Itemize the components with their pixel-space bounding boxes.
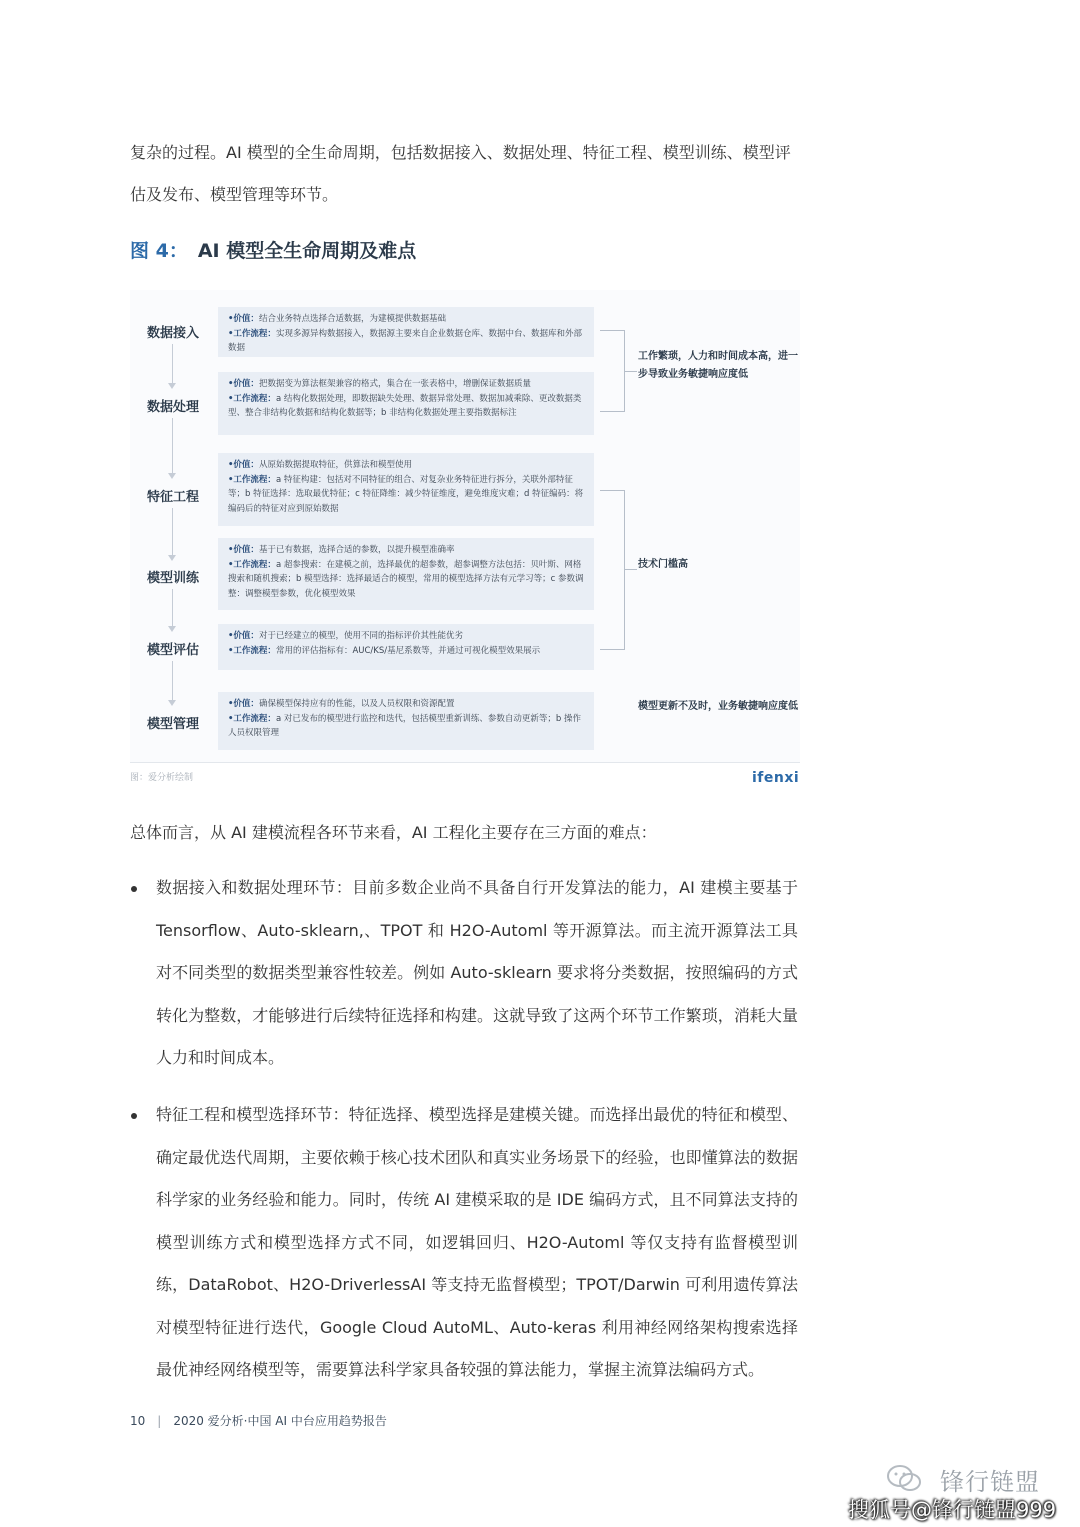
stage-card [218, 692, 594, 750]
flow-key: •工作流程： [228, 393, 276, 404]
flow-arrow-icon [168, 473, 176, 479]
stage-label: 模型评估 [146, 643, 199, 658]
stage-label: 特征工程 [146, 490, 199, 505]
bracket-tick [625, 371, 637, 372]
bullet-item: 特征工程和模型选择环节：特征选择、模型选择是建模关键。而选择出最优的特征和模型、确定最优迭代周期，主要依赖于核心技术团队和真实业务场景下的经验，也即懂算法的数据科学家的业务经验和能力。同时，传统 AI 建模采取的是 IDE 编码方式，且不同算法支持的模型训练方式和模型选择方式不同，如逻辑回归、H2O-Automl 等仅支持有监督模型训练，DataRobot、H2O-DriverlessAI 等支持无监督模型；TPOT/Darwin 可利用遗传算法对模型特征进行迭代，Google Cloud AutoML、Auto-keras 利用神经网络架构搜索选择最优神经网络模型等，需要算法科学家具备较强的算法能力，掌握主流算法编码方式。 [156, 1105, 798, 1379]
intro-paragraph: 复杂的过程。AI 模型的全生命周期，包括数据接入、数据处理、特征工程、模型训练、模型评估及发布、模型管理等环节。 [130, 143, 791, 204]
figure-number: 图 4： [130, 240, 188, 262]
figure-title [130, 236, 416, 263]
value-key: •价值： [228, 545, 259, 555]
stage-label: 数据接入 [146, 326, 199, 341]
bullet-item: 数据接入和数据处理环节：目前多数企业尚不具备自行开发算法的能力，AI 建模主要基于 Tensorflow、Auto-sklearn,、TPOT 和 H2O-Automl 等开源算法。而主流开源算法工具对不同类型的数据类型兼容性较差。例如 Auto-sklearn 要求将分类数据，按照编码的方式转化为整数，才能够进行后续特征选择和构建。这就导致了这两个环节工作繁琐，消耗大量人力和时间成本。 [156, 878, 798, 1067]
bracket-tick [625, 569, 637, 570]
figure-source: 图：爱分析绘制 [130, 773, 194, 783]
flow-key: •工作流程： [228, 559, 276, 570]
stage-flow: a 对已发布的模型进行监控和迭代，包括模型重新训练、参数自动更新等；b 操作人员权限管理 [228, 713, 581, 738]
wechat-icon [884, 1458, 924, 1498]
value-key: •价值： [228, 314, 259, 324]
flow-arrow-icon [168, 383, 176, 389]
stage-card [218, 453, 594, 526]
flow-key: •工作流程： [228, 328, 276, 339]
stage-card [218, 307, 594, 357]
watermark-name: 锋行链盟 [940, 1468, 1040, 1496]
flow-connector [172, 508, 173, 556]
bracket-group-1 [600, 330, 625, 412]
footer-separator: | [157, 1414, 162, 1428]
bullet-dot-icon [131, 1113, 137, 1119]
watermark-source: 搜狐号@锋行链盟999 [848, 1498, 1057, 1522]
lifecycle-figure [130, 290, 800, 762]
stage-value: 确保模型保持应有的性能，以及人员权限和资源配置 [258, 699, 455, 709]
value-key: •价值： [228, 379, 259, 389]
difficulty-note: 工作繁琐，人力和时间成本高，进一步导致业务敏捷响应度低 [638, 351, 798, 380]
value-key: •价值： [228, 631, 259, 641]
difficulty-note: 模型更新不及时，业务敏捷响应度低 [638, 701, 798, 712]
bracket-group-2 [600, 490, 625, 650]
stage-flow: a 特征构建：包括对不同特征的组合、对复杂业务特征进行拆分，关联外部特征等；b 特征选择：选取最优特征；c 特征降维：减少特征维度，避免维度灾难；d 特征编码：将编码后的特征对应到原始数据 [228, 474, 584, 514]
figure-title-text: AI 模型全生命周期及难点 [197, 240, 417, 262]
flow-arrow-icon [168, 626, 176, 632]
stage-card [218, 538, 594, 610]
stage-value: 把数据变为算法框架兼容的格式，集合在一张表格中，增删保证数据质量 [258, 379, 531, 389]
flow-connector [172, 661, 173, 701]
footer-title: 2020 爱分析·中国 AI 中台应用趋势报告 [173, 1414, 387, 1428]
flow-key: •工作流程： [228, 645, 276, 656]
stage-card [218, 624, 594, 670]
page-footer [130, 1412, 387, 1429]
stage-flow: a 结构化数据处理，即数据缺失处理、数据异常处理、数据加减乘除、更改数据类型、整合非结构化数据和结构化数据等；b 非结构化数据处理主要指数据标注 [228, 393, 582, 418]
stage-value: 结合业务特点选择合适数据，为建模提供数据基础 [258, 314, 446, 324]
stage-flow: 实现多源异构数据接入，数据源主要来自企业数据仓库、数据中台、数据库和外部数据 [228, 328, 582, 353]
value-key: •价值： [228, 699, 259, 709]
flow-connector [172, 418, 173, 474]
bullet-dot-icon [131, 886, 137, 892]
flow-arrow-icon [168, 700, 176, 706]
stage-flow: a 超参搜索：在建模之前，选择最优的超参数，超参调整方法包括：贝叶斯、网格搜索和随机搜索；b 模型选择：选择最适合的模型，常用的模型选择方法有元学习等；c 参数调整：调整模型参数，优化模型效果 [228, 559, 584, 599]
stage-label: 模型管理 [146, 717, 199, 732]
flow-arrow-icon [168, 555, 176, 561]
difficulty-note: 技术门槛高 [638, 559, 688, 570]
page-number: 10 [130, 1414, 146, 1428]
stage-value: 基于已有数据，选择合适的参数，以提升模型准确率 [258, 545, 455, 555]
flow-connector [172, 344, 173, 384]
flow-key: •工作流程： [228, 713, 276, 724]
stage-label: 模型训练 [146, 571, 199, 586]
figure-brand-logo: ifenxi [752, 770, 800, 786]
stage-label: 数据处理 [146, 400, 199, 415]
stage-value: 对于已经建立的模型，使用不同的指标评价其性能优劣 [258, 631, 463, 641]
flow-connector [172, 589, 173, 627]
flow-key: •工作流程： [228, 474, 276, 485]
figure-divider [130, 762, 800, 763]
summary-paragraph: 总体而言，从 AI 建模流程各环节来看，AI 工程化主要存在三方面的难点： [130, 823, 657, 842]
stage-card [218, 372, 594, 435]
value-key: •价值： [228, 460, 259, 470]
stage-flow: 常用的评估指标有：AUC/KS/基尼系数等，并通过可视化模型效果展示 [275, 645, 541, 656]
stage-value: 从原始数据提取特征，供算法和模型使用 [258, 460, 412, 470]
